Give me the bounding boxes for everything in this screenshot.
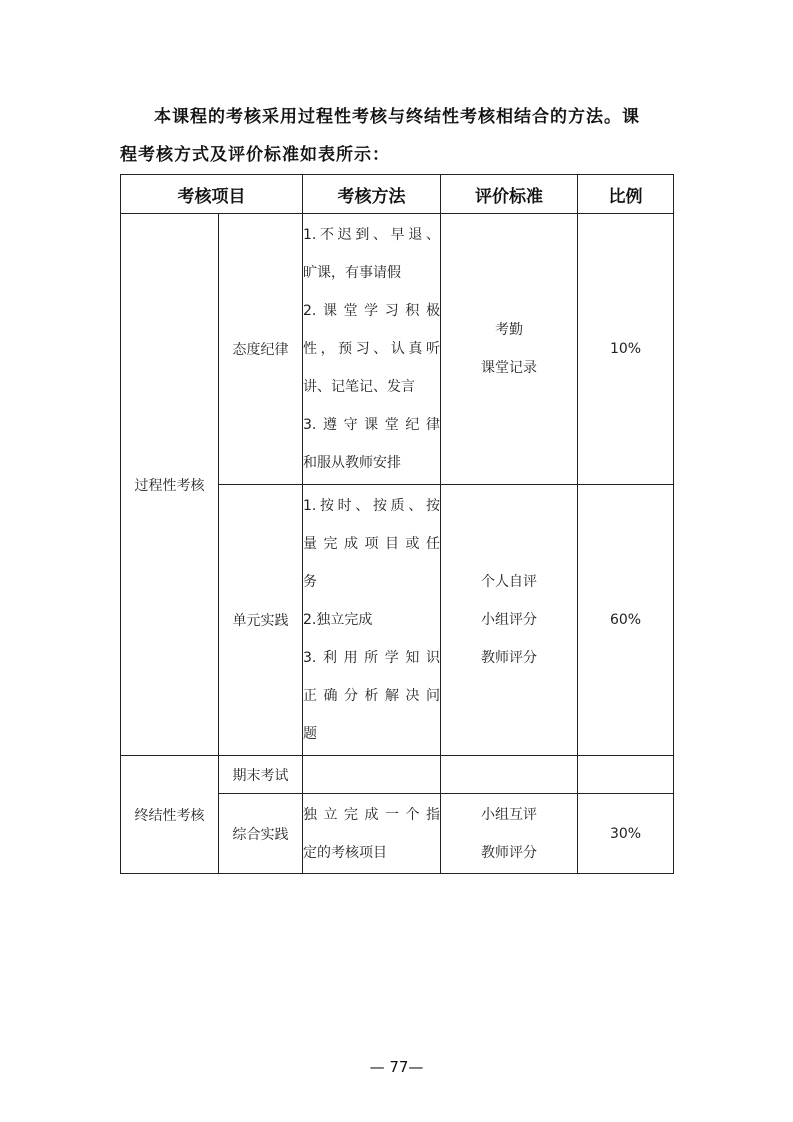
- header-method: 考核方法: [303, 175, 441, 214]
- unit-method: [303, 485, 441, 756]
- page-number: — 77—: [369, 1058, 424, 1076]
- method-line: 题: [303, 726, 317, 742]
- method-line: 独立完成一个指: [303, 806, 440, 823]
- method-line: 2.独立完成: [303, 612, 373, 628]
- unit-ratio: 60%: [578, 485, 674, 756]
- practice-ratio: 30%: [578, 794, 674, 874]
- intro-line-1: 本课程的考核采用过程性考核与终结性考核相结合的方法。课: [154, 107, 640, 127]
- header-standard: 评价标准: [441, 175, 578, 214]
- practice-method: [303, 794, 441, 874]
- header-item: 考核项目: [121, 175, 303, 214]
- attitude-standard: [441, 214, 578, 485]
- attitude-method: [303, 214, 441, 485]
- unit-standard: [441, 485, 578, 756]
- unit-name: 单元实践: [219, 485, 303, 756]
- standard-line: 小组评分: [481, 612, 537, 628]
- exam-standard: [441, 756, 578, 794]
- table-row-attitude: [121, 214, 674, 485]
- attitude-ratio: 10%: [578, 214, 674, 485]
- method-line: 定的考核项目: [303, 844, 387, 861]
- attitude-name: 态度纪律: [219, 214, 303, 485]
- method-line: 量完成项目或任: [303, 536, 440, 552]
- method-line: 3.遵守课堂纪律: [303, 417, 440, 433]
- standard-line: 教师评分: [481, 844, 537, 861]
- category-final: 终结性考核: [121, 756, 219, 874]
- method-line: 性，预习、认真听: [303, 341, 440, 357]
- practice-standard: [441, 794, 578, 874]
- standard-line: 教师评分: [481, 650, 537, 666]
- exam-name: 期末考试: [219, 756, 303, 794]
- method-line: 旷课，有事请假: [303, 265, 401, 281]
- intro-paragraph: [120, 98, 672, 174]
- method-line: 1.按时、按质、按: [303, 498, 440, 514]
- exam-method: [303, 756, 441, 794]
- table-row-exam: [121, 756, 674, 794]
- standard-line: 课堂记录: [481, 360, 537, 376]
- method-line: 3.利用所学知识: [303, 650, 440, 666]
- category-process: 过程性考核: [121, 214, 219, 756]
- intro-line-2: 程考核方式及评价标准如表所示：: [120, 145, 390, 165]
- method-line: 务: [303, 574, 317, 590]
- standard-line: 小组互评: [481, 806, 537, 823]
- method-line: 讲、记笔记、发言: [303, 379, 415, 395]
- table-header-row: [121, 175, 674, 214]
- header-ratio: 比例: [578, 175, 674, 214]
- method-line: 和服从教师安排: [303, 455, 401, 471]
- standard-line: 考勤: [495, 322, 523, 338]
- method-line: 2.课堂学习积极: [303, 303, 440, 319]
- method-line: 1.不迟到、早退、: [303, 227, 440, 243]
- method-line: 正确分析解决问: [303, 688, 440, 704]
- standard-line: 个人自评: [481, 574, 537, 590]
- assessment-table: [120, 174, 674, 874]
- exam-ratio: [578, 756, 674, 794]
- practice-name: 综合实践: [219, 794, 303, 874]
